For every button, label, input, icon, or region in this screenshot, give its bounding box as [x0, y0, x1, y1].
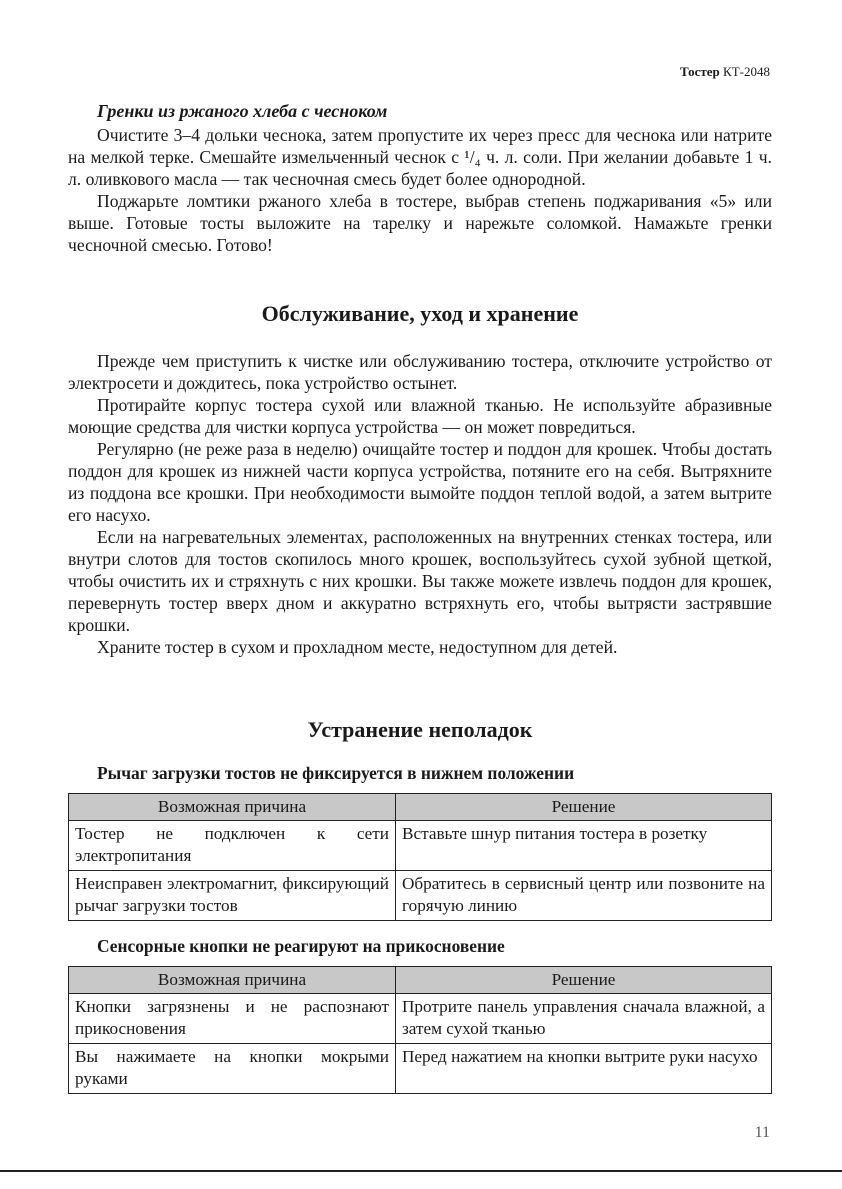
recipe-paragraph: Поджарьте ломтики ржаного хлеба в тостере, выбрав степень поджаривания «5» или выше. Готовые тосты выложите на тарелку и нарежьте соломкой. Намажьте гренки чесночной смесью. Готово! [68, 191, 772, 255]
cause-cell: Вы нажимаете на кнопки мокрыми руками [69, 1044, 396, 1094]
running-header [680, 64, 770, 80]
maintenance-paragraph: Храните тостер в сухом и прохладном месте, недоступном для детей. [97, 637, 618, 657]
table-header-row [69, 794, 772, 821]
column-header-cause: Возможная причина [69, 794, 396, 821]
table-row [69, 1044, 772, 1094]
problem-title: Сенсорные кнопки не реагируют на прикосновение [97, 936, 505, 956]
solution-cell: Вставьте шнур питания тостера в розетку [396, 821, 772, 871]
cause-cell: Тостер не подключен к сети электропитания [69, 821, 396, 871]
column-header-cause: Возможная причина [69, 967, 396, 994]
recipe-paragraph: Очистите 3–4 дольки чеснока, затем пропустите их через пресс для чеснока или натрите на мелкой терке. Смешайте измельченный чеснок с ¹/₄ ч. л. соли. При желании добавьте 1 ч. л. оливкового масла — так чесночная смесь будет более однородной. [68, 125, 772, 189]
table-row [69, 994, 772, 1044]
column-header-solution: Решение [396, 967, 772, 994]
section-heading-troubleshooting: Устранение неполадок [307, 717, 533, 742]
solution-cell: Перед нажатием на кнопки вытрите руки насухо [396, 1044, 772, 1094]
cause-cell: Неисправен электромагнит, фиксирующий рычаг загрузки тостов [69, 871, 396, 921]
table-row [69, 821, 772, 871]
maintenance-paragraph: Регулярно (не реже раза в неделю) очищайте тостер и поддон для крошек. Чтобы достать поддон для крошек из нижней части корпуса устройства, потяните его на себя. Вытряхните из поддона все крошки. При необходимости вымойте поддон теплой водой, а затем вытрите его насухо. [68, 439, 772, 525]
solution-cell: Протрите панель управления сначала влажной, а затем сухой тканью [396, 994, 772, 1044]
recipe-title: Гренки из ржаного хлеба с чесноком [97, 101, 388, 121]
problem-title: Рычаг загрузки тостов не фиксируется в нижнем положении [97, 763, 575, 783]
bottom-rule [0, 1170, 842, 1172]
section-heading-maintenance: Обслуживание, уход и хранение [261, 301, 579, 326]
column-header-solution: Решение [396, 794, 772, 821]
maintenance-body [68, 350, 772, 658]
troubleshooting-table [68, 793, 772, 921]
maintenance-paragraph: Прежде чем приступить к чистке или обслуживанию тостера, отключите устройство от электросети и дождитесь, пока устройство остынет. [68, 351, 772, 393]
header-product: Тостер [680, 64, 720, 79]
table-header-row [69, 967, 772, 994]
troubleshooting-table [68, 966, 772, 1094]
maintenance-paragraph: Протирайте корпус тостера сухой или влажной тканью. Не используйте абразивные моющие средства для чистки корпуса устройства — он может повредиться. [68, 395, 772, 437]
table-row [69, 871, 772, 921]
solution-cell: Обратитесь в сервисный центр или позвоните на горячую линию [396, 871, 772, 921]
maintenance-paragraph: Если на нагревательных элементах, расположенных на внутренних стенках тостера, или внутри слотов для тостов скопилось много крошек, воспользуйтесь сухой зубной щеткой, чтобы очистить их и стряхнуть с них крошки. Вы также можете извлечь поддон для крошек, перевернуть тостер вверх дном и аккуратно встряхнуть его, чтобы вытрясти застрявшие крошки. [68, 527, 772, 635]
page-content [68, 100, 772, 1094]
header-model: КТ-2048 [723, 64, 770, 79]
cause-cell: Кнопки загрязнены и не распознают прикосновения [69, 994, 396, 1044]
page-number: 11 [754, 1124, 770, 1141]
